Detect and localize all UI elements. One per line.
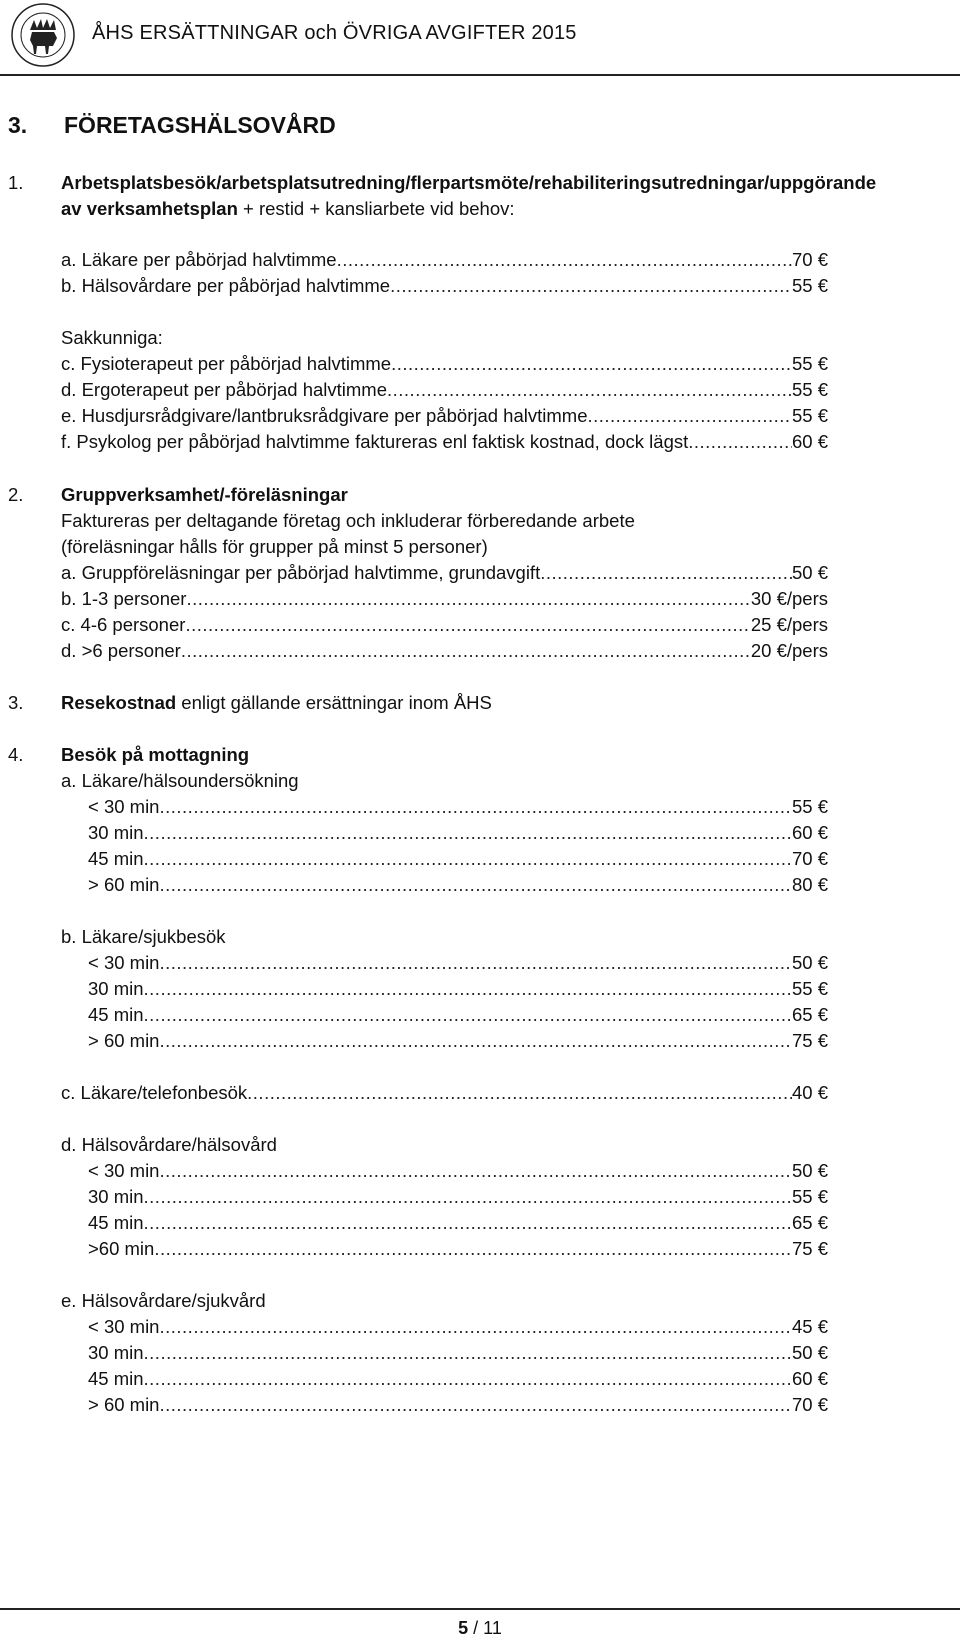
price-label: a. Läkare per påbörjad halvtimme [61,249,337,270]
price-row [88,1365,828,1392]
price-label: < 30 min [88,952,160,973]
price-amount: 20 €/pers [750,640,828,661]
price-amount: 65 € [791,1004,828,1025]
price-row [88,1313,828,1340]
price-amount: 80 € [791,874,828,895]
group-heading: d. Hälsovårdare/hälsovård [61,1134,277,1155]
price-label: > 60 min [88,874,160,895]
price-label: 30 min [88,822,144,843]
price-row [61,376,828,403]
dot-leader [688,428,792,455]
item-1-title-bold: av verksamhetsplan [61,198,238,219]
price-label: 45 min [88,1004,144,1025]
item-3-title-bold: Resekostnad [61,692,177,713]
current-page: 5 [458,1618,469,1638]
price-amount: 55 € [791,978,828,999]
price-row [61,246,828,273]
total-pages: / 11 [473,1618,502,1638]
item-3-title [61,689,492,716]
dot-leader [144,1209,792,1236]
header-divider [0,74,960,76]
dot-leader [186,585,750,612]
price-amount: 45 € [791,1316,828,1337]
price-label: a. Gruppföreläsningar per påbörjad halvtimme, grundavgift [61,562,541,583]
dot-leader [391,350,792,377]
price-row [88,1183,828,1210]
price-row [61,611,828,638]
price-amount: 65 € [791,1212,828,1233]
price-amount: 55 € [791,796,828,817]
experts-label: Sakkunniga: [61,327,163,348]
section-title: FÖRETAGSHÄLSOVÅRD [64,112,336,138]
price-row [61,428,828,455]
page-number [0,1618,960,1639]
price-amount: 55 € [791,379,828,400]
dot-leader [159,793,792,820]
dot-leader [159,1391,792,1418]
price-row [88,819,828,846]
item-2-number: 2. [8,484,24,505]
item-3-number: 3. [8,692,24,713]
price-row [61,350,828,377]
price-row [61,402,828,429]
price-amount: 75 € [791,1238,828,1259]
price-amount: 50 € [791,562,828,583]
price-row [88,949,828,976]
price-label: 30 min [88,1342,144,1363]
dot-leader [159,949,792,976]
item-2-note: (föreläsningar hålls för grupper på minst 5 personer) [61,536,488,557]
price-amount: 40 € [791,1082,828,1103]
item-3-title-rest: enligt gällande ersättningar inom ÅHS [176,692,492,713]
price-amount: 55 € [791,1186,828,1207]
price-label: 45 min [88,1368,144,1389]
price-label: 45 min [88,848,144,869]
price-amount: 50 € [791,952,828,973]
price-label: 30 min [88,978,144,999]
dot-leader [144,1183,792,1210]
price-label: < 30 min [88,1316,160,1337]
item-2-description: Faktureras per deltagande företag och inkluderar förberedande arbete [61,510,635,531]
price-row [61,585,828,612]
moose-seal-icon [6,2,80,68]
dot-leader [144,1339,792,1366]
price-amount: 60 € [791,1368,828,1389]
dot-leader [390,272,792,299]
price-amount: 70 € [791,1394,828,1415]
price-label: b. Hälsovårdare per påbörjad halvtimme [61,275,391,296]
item-1-number: 1. [8,172,24,193]
price-label: < 30 min [88,796,160,817]
price-amount: 75 € [791,1030,828,1051]
dot-leader [144,845,792,872]
price-label: d. Ergoterapeut per påbörjad halvtimme [61,379,387,400]
dot-leader [159,871,792,898]
price-amount: 70 € [791,848,828,869]
price-amount: 55 € [791,405,828,426]
price-row [88,1391,828,1418]
price-label: > 60 min [88,1030,160,1051]
price-row [61,1079,828,1106]
price-label: 45 min [88,1212,144,1233]
dot-leader [540,559,792,586]
item-1-title-rest: + restid + kansliarbete vid behov: [237,198,515,219]
item-4-number: 4. [8,744,24,765]
dot-leader [144,975,792,1002]
dot-leader [181,637,751,664]
price-label: e. Husdjursrådgivare/lantbruksrådgivare per påbörjad halvtimme [61,405,588,426]
document-title: ÅHS ERSÄTTNINGAR och ÖVRIGA AVGIFTER 2015 [92,22,577,44]
price-amount: 55 € [791,353,828,374]
dot-leader [247,1079,792,1106]
dot-leader [587,402,792,429]
section-number: 3. [8,112,28,138]
price-amount: 50 € [791,1342,828,1363]
group-heading: a. Läkare/hälsoundersökning [61,770,299,791]
price-label: 30 min [88,1186,144,1207]
price-label: b. 1-3 personer [61,588,187,609]
price-amount: 30 €/pers [750,588,828,609]
price-label: > 60 min [88,1394,160,1415]
price-row [88,845,828,872]
price-row [88,793,828,820]
dot-leader [159,1027,792,1054]
price-amount: 70 € [791,249,828,270]
dot-leader [337,246,792,273]
page-header [0,0,960,76]
price-amount: 50 € [791,1160,828,1181]
price-amount: 55 € [791,275,828,296]
dot-leader [387,376,792,403]
price-row [61,637,828,664]
group-heading: b. Läkare/sjukbesök [61,926,226,947]
price-row [61,272,828,299]
price-label: c. Fysioterapeut per påbörjad halvtimme [61,353,392,374]
price-row [88,1339,828,1366]
price-row [88,975,828,1002]
item-1-title-cont [61,195,515,222]
dot-leader [144,819,792,846]
dot-leader [144,1001,792,1028]
item-1-title: Arbetsplatsbesök/arbetsplatsutredning/flerpartsmöte/rehabiliteringsutredningar/uppgörande [61,172,877,193]
price-row [88,1235,828,1262]
price-amount: 25 €/pers [750,614,828,635]
footer-divider [0,1608,960,1610]
price-row [88,1209,828,1236]
dot-leader [159,1157,792,1184]
price-label: c. Läkare/telefonbesök [61,1082,248,1103]
price-label: >60 min [88,1238,155,1259]
price-row [88,1027,828,1054]
group-heading: e. Hälsovårdare/sjukvård [61,1290,266,1311]
dot-leader [159,1313,792,1340]
section-heading [8,112,336,139]
price-label: f. Psykolog per påbörjad halvtimme faktureras enl faktisk kostnad, dock lägst [61,431,689,452]
price-label: c. 4-6 personer [61,614,186,635]
price-label: < 30 min [88,1160,160,1181]
price-row [61,559,828,586]
price-row [88,1157,828,1184]
price-amount: 60 € [791,431,828,452]
price-row [88,871,828,898]
price-label: d. >6 personer [61,640,181,661]
price-amount: 60 € [791,822,828,843]
dot-leader [185,611,750,638]
dot-leader [144,1365,792,1392]
item-2-title: Gruppverksamhet/-föreläsningar [61,484,348,505]
dot-leader [154,1235,792,1262]
item-4-title: Besök på mottagning [61,744,250,765]
price-row [88,1001,828,1028]
